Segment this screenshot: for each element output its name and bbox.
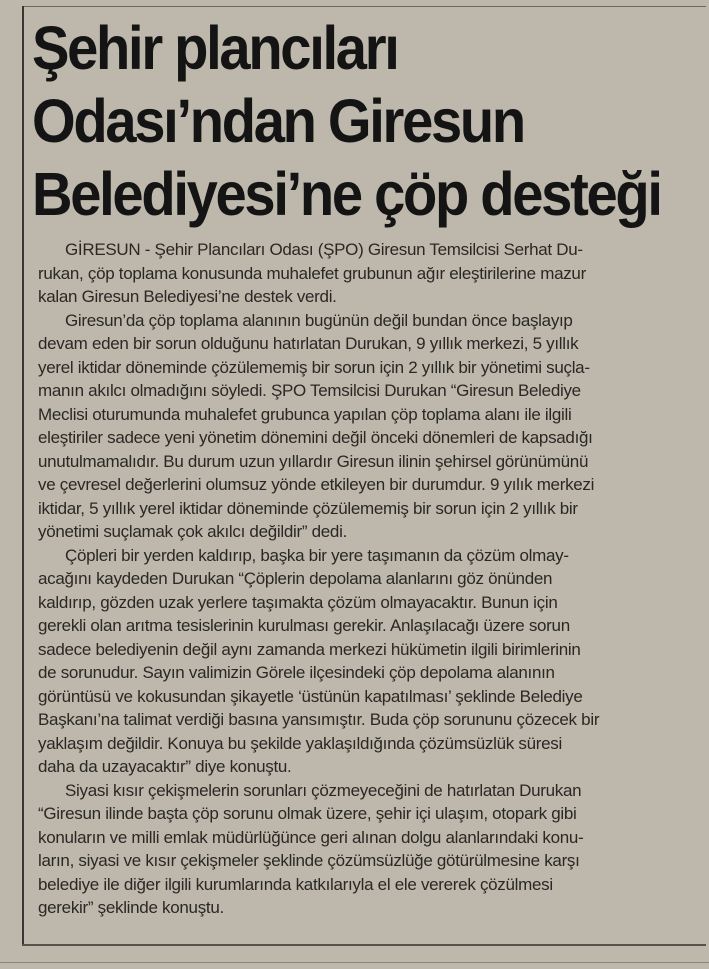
article-line: yönetimi suçlamak çok akılcı değildir” dedi. (38, 522, 347, 541)
page-bottom-rule (0, 962, 709, 963)
frame-bottom-rule (22, 944, 706, 946)
article-line: konuların ve milli emlak müdürlüğünce geri alınan dolgu alanlarındaki konu- (38, 827, 584, 847)
article-line: gerekir” şeklinde konuştu. (38, 898, 224, 917)
headline-line: Belediyesi’ne çöp desteği (32, 160, 661, 228)
article-line: sadece belediyenin değil aynı zamanda merkezi hükümetin ilgili birimlerinin (38, 639, 581, 659)
article-line: rukan, çöp toplama konusunda muhalefet grubunun ağır eleştirilerine mazur (38, 263, 586, 283)
article-body (38, 238, 678, 920)
article-line: manın akılcı olmadığını söyledi. ŞPO Temsilcisi Durukan “Giresun Belediye (38, 381, 581, 400)
article-line: görüntüsü ve kokusundan şikayetle ‘üstünün kapatılması’ şeklinde Belediye (38, 686, 583, 706)
article-line: “Giresun ilinde başta çöp sorunu olmak üzere, şehir içi ulaşım, otopark gibi (38, 804, 577, 823)
article-line: Giresun’da çöp toplama alanının bugünün değil bundan önce başlayıp (65, 310, 573, 330)
article-line: GİRESUN - Şehir Plancıları Odası (ŞPO) Giresun Temsilcisi Serhat Du- (65, 240, 583, 259)
article-line: eleştiriler sadece yeni yönetim dönemini değil önceki dönemleri de kapsadığı (38, 428, 593, 447)
article-line: Siyasi kısır çekişmelerin sorunları çözmeyeceğini de hatırlatan Durukan (65, 780, 582, 800)
frame-left-rule (22, 6, 24, 946)
article-line: iktidar, 5 yıllık yerel iktidar döneminde çözülememiş bir sorun için 2 yıllık bir (38, 498, 578, 518)
article-line: Başkanı’na talimat verdiği basına yansımıştır. Buda çöp sorununu çözecek bir (38, 710, 600, 729)
headline-line: Odası’ndan Giresun (32, 87, 524, 155)
article-line: ların, siyasi ve kısır çekişmeler şeklinde çözümsüzlüğe götürülmesine karşı (38, 851, 580, 870)
headline (32, 12, 661, 231)
article-line: yerel iktidar döneminde çözülememiş bir sorun için 2 yıllık bir yönetimi suçla- (38, 357, 590, 377)
article-line: de sorunudur. Sayın valimizin Görele ilçesindeki çöp depolama alanının (38, 663, 555, 682)
frame-top-rule (22, 6, 706, 7)
article-line: acağını kaydeden Durukan “Çöplerin depolama alanlarını göz önünden (38, 569, 553, 588)
article-line: kalan Giresun Belediyesi’ne destek verdi. (38, 287, 337, 306)
article-line: unutulmamalıdır. Bu durum uzun yıllardır Giresun ilinin şehirsel görünümünü (38, 451, 589, 471)
article-line: gerekli olan arıtma tesislerinin kurulması gerekir. Anlaşılacağı üzere sorun (38, 616, 570, 635)
article-line: Çöpleri bir yerden kaldırıp, başka bir yere taşımanın da çözüm olmay- (65, 545, 569, 565)
article-line: devam eden bir sorun olduğunu hatırlatan Durukan, 9 yıllık merkezi, 5 yıllık (38, 334, 579, 353)
article-line: ve çevresel değerlerini olumsuz yönde etkileyen bir durumdur. 9 yılık merkezi (38, 475, 595, 494)
article-line: kaldırıp, gözden uzak yerlere taşımakta çözüm olmayacaktır. Bunun için (38, 592, 558, 612)
article-line: belediye ile diğer ilgili kurumlarında katkılarıyla el ele vererek çözülmesi (38, 874, 553, 894)
article-line: daha da uzayacaktır” diye konuştu. (38, 757, 292, 776)
article-line: yaklaşım değildir. Konuya bu şekilde yaklaşıldığında çözümsüzlük süresi (38, 733, 562, 753)
article-line: Meclisi oturumunda muhalefet grubunca yapılan çöp toplama alanı ile ilgili (38, 404, 572, 424)
headline-line: Şehir plancıları (32, 14, 398, 82)
